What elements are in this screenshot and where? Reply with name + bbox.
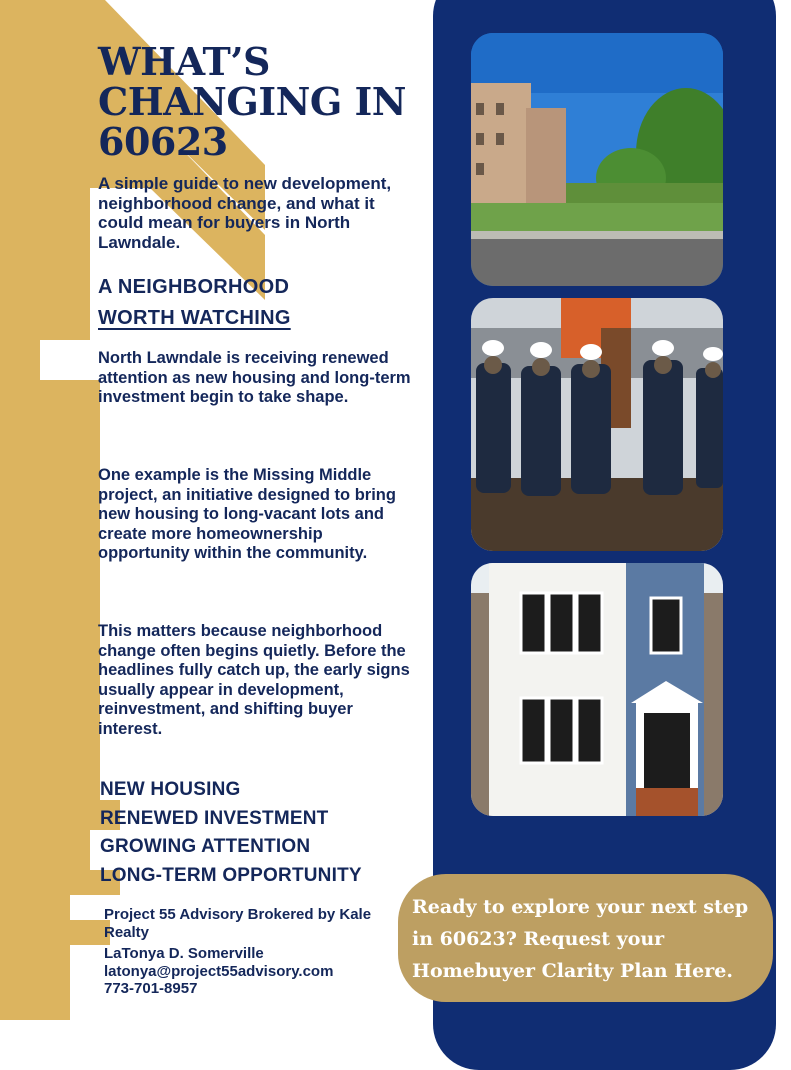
section-heading-line-2: WORTH WATCHING	[98, 307, 291, 329]
paragraph-2: One example is the Missing Middle project, an initiative designed to bring new housing to long-vacant lots and create more homeownership opportunity within the community.	[98, 466, 396, 562]
vacant-lot-photo	[471, 33, 723, 286]
vacant-lot-image	[471, 33, 723, 286]
agent-phone[interactable]: 773-701-8957	[104, 980, 198, 997]
title-line-3: 60623	[98, 119, 228, 164]
highlight-item: GROWING ATTENTION	[100, 836, 311, 857]
agent-email[interactable]: latonya@project55advisory.com	[104, 962, 334, 980]
cta-button[interactable]	[398, 874, 773, 1002]
paragraph-3: This matters because neighborhood change often begins quietly. Before the headlines fully catch up, the early signs usually appear in development, reinvestment, and shifting buyer interest.	[98, 622, 410, 738]
highlight-item: RENEWED INVESTMENT	[100, 807, 329, 829]
groundbreaking-photo	[471, 298, 723, 551]
highlights-list	[100, 776, 362, 890]
groundbreaking-image	[471, 298, 723, 551]
intro-text: A simple guide to new development, neighborhood change, and what it could mean for buyers in North Lawndale.	[98, 174, 392, 252]
title-line-2: CHANGING IN	[98, 79, 407, 124]
cta-text: Ready to explore your next step in 60623? Request your Homebuyer Clarity Plan Here.	[412, 896, 749, 982]
title-line-1: WHAT’S	[98, 39, 270, 84]
brokerage-name: Project 55 Advisory Brokered by Kale Realty	[104, 906, 372, 941]
highlight-item: LONG-TERM OPPORTUNITY	[100, 864, 362, 886]
new-house-photo	[471, 563, 723, 816]
agent-name: LaTonya D. Somerville	[104, 945, 264, 962]
page-title	[98, 39, 407, 164]
contact-block	[104, 906, 374, 998]
new-house-image	[471, 563, 723, 816]
section-heading-line-1: A NEIGHBORHOOD	[98, 276, 290, 298]
highlight-item: NEW HOUSING	[100, 779, 241, 800]
section-heading	[98, 272, 291, 334]
paragraph-1: North Lawndale is receiving renewed attention as new housing and long-term investment begin to take shape.	[98, 349, 411, 406]
